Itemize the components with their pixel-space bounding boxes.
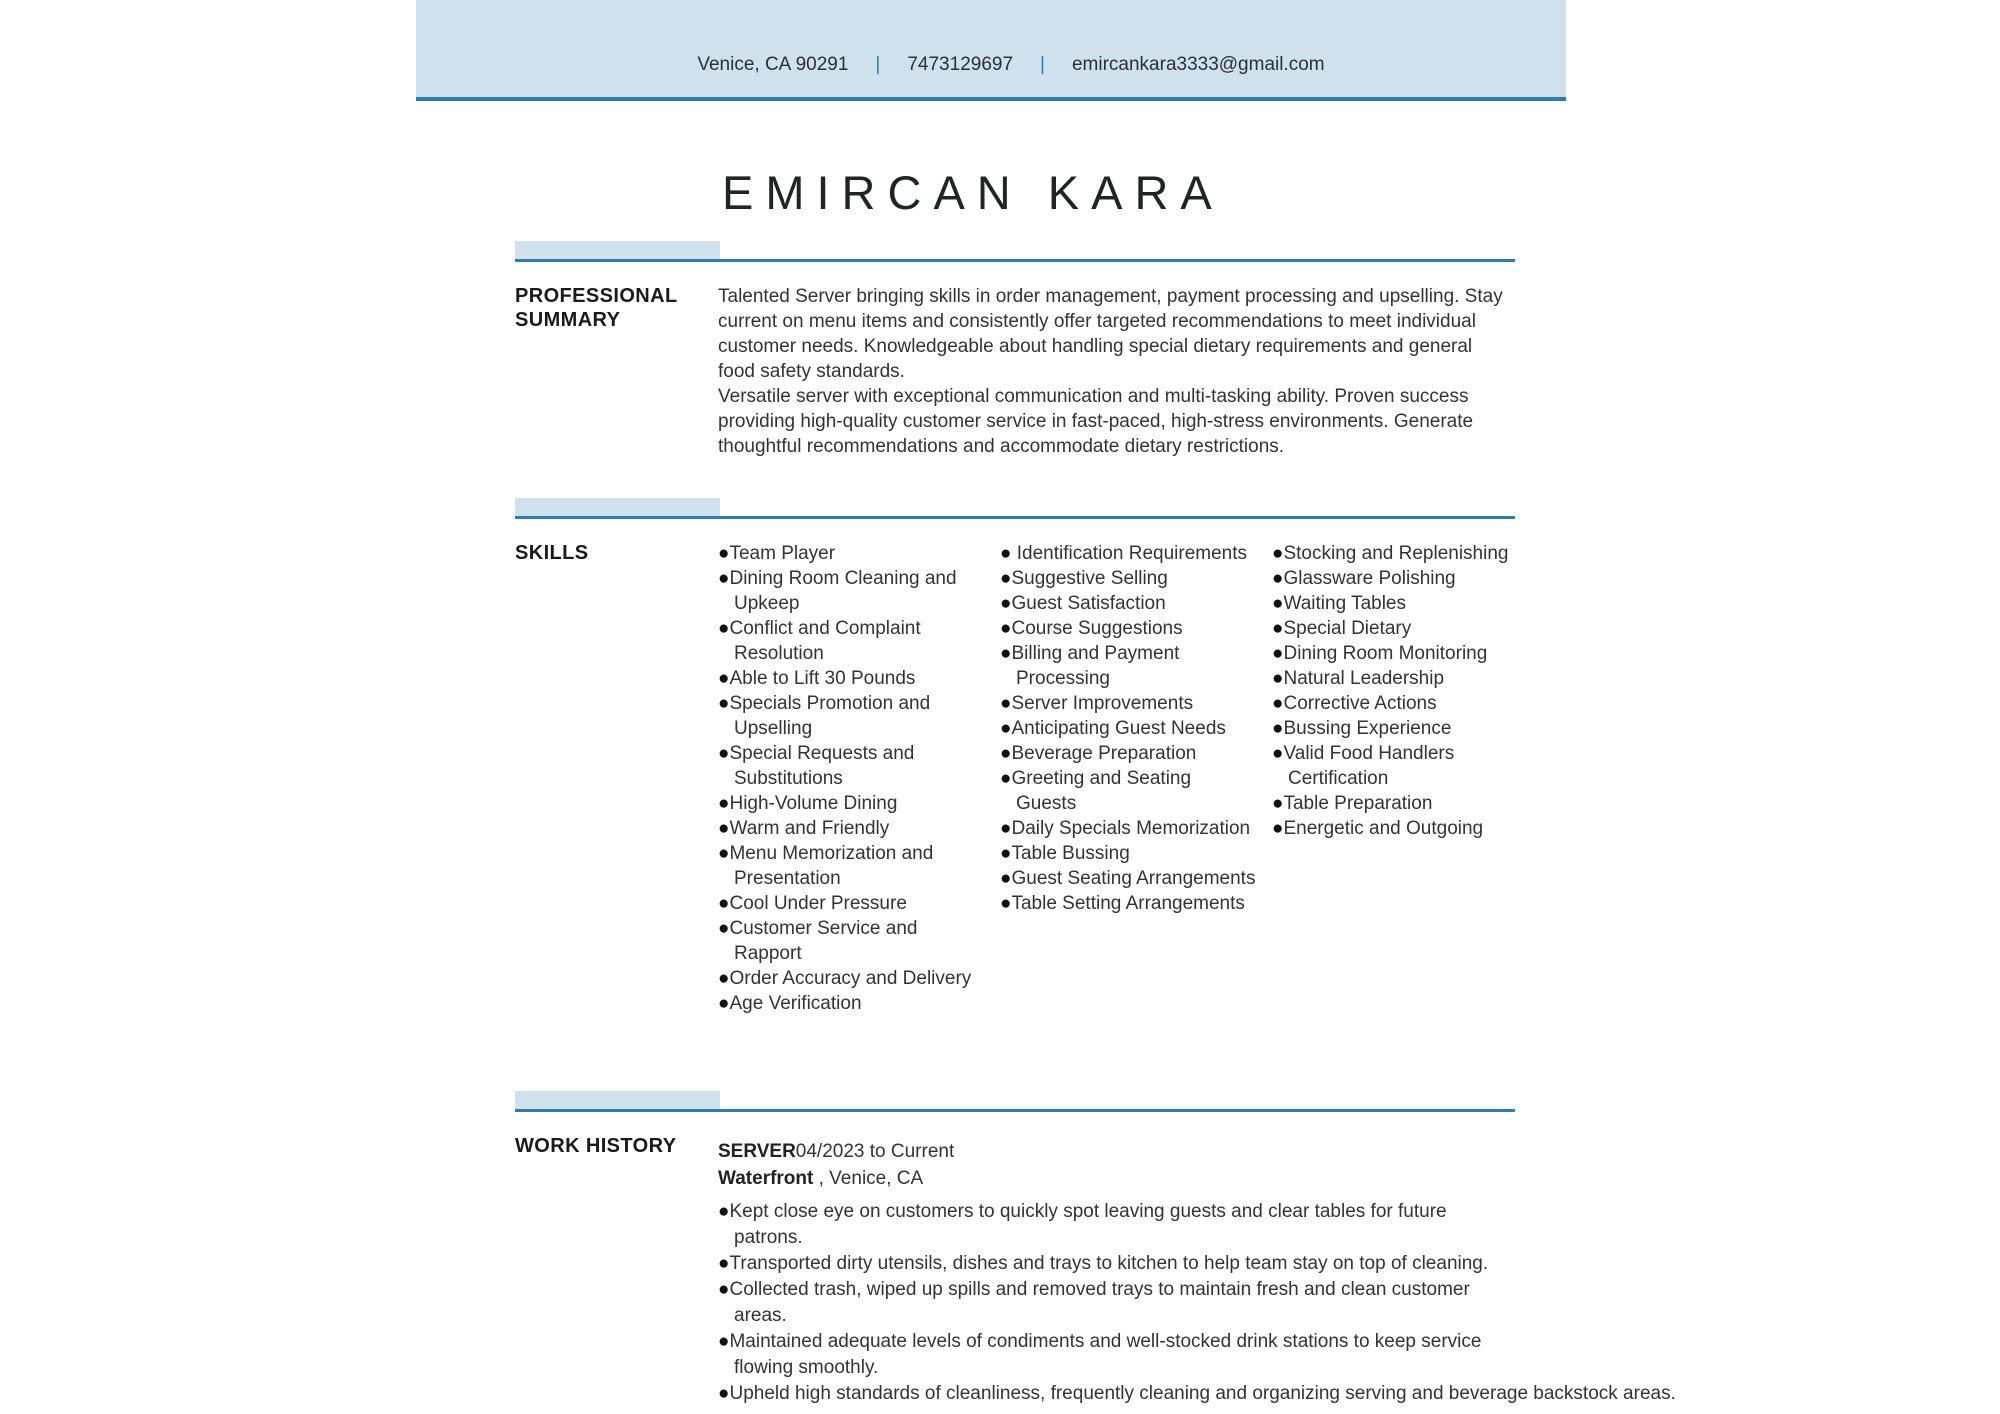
bullet-icon: ●	[1272, 743, 1284, 764]
skill-item	[1000, 741, 1256, 766]
separator-pipe-icon: |	[1040, 54, 1045, 75]
job-location: , Venice, CA	[813, 1168, 924, 1189]
skill-label: Corrective Actions	[1283, 693, 1437, 714]
header-band	[416, 0, 1566, 101]
bullet-icon: ●	[1272, 718, 1284, 739]
bullet-icon: ●	[718, 818, 730, 839]
bullet-icon: ●	[1000, 743, 1012, 764]
summary-text	[718, 284, 1515, 459]
section-divider	[515, 241, 1515, 262]
skill-item	[1272, 816, 1524, 841]
bullet-icon: ●	[1272, 618, 1284, 639]
job-bullet-text: Transported dirty utensils, dishes and trays to kitchen to help team stay on top of cleaning.	[729, 1253, 1489, 1274]
bullet-icon: ●	[718, 968, 730, 989]
bullet-icon: ●	[718, 693, 730, 714]
skill-item	[1000, 866, 1256, 891]
job-bullet-text: Kept close eye on customers to quickly spot leaving guests and clear tables for future patrons.	[729, 1201, 1447, 1248]
resume-name: EMIRCAN KARA	[722, 166, 1224, 220]
skill-label: Specials Promotion and Upselling	[729, 693, 931, 739]
bullet-icon: ●	[718, 793, 730, 814]
bullet-icon: ●	[1272, 793, 1284, 814]
bullet-icon: ●	[1272, 568, 1284, 589]
job-title-line	[718, 1138, 1518, 1165]
skill-label: Glassware Polishing	[1283, 568, 1456, 589]
bullet-icon: ●	[1272, 668, 1284, 689]
skills-column-2	[1000, 541, 1256, 1016]
skill-label: Stocking and Replenishing	[1283, 543, 1509, 564]
separator-pipe-icon: |	[875, 54, 881, 75]
bullet-icon: ●	[1000, 643, 1012, 664]
bullet-icon: ●	[718, 1279, 730, 1300]
skill-label: Server Improvements	[1011, 693, 1194, 714]
bullet-icon: ●	[718, 1383, 730, 1404]
skill-label: Conflict and Complaint Resolution	[729, 618, 921, 664]
bullet-icon: ●	[718, 668, 730, 689]
job-title: SERVER	[718, 1141, 796, 1162]
skill-label: Bussing Experience	[1283, 718, 1452, 739]
skill-item	[1272, 791, 1524, 816]
bullet-icon: ●	[1272, 643, 1284, 664]
contact-phone: 7473129697	[907, 54, 1014, 75]
skill-item	[718, 741, 978, 791]
skill-label: Special Requests and Substitutions	[729, 743, 915, 789]
skill-label: Natural Leadership	[1283, 668, 1445, 689]
section-divider-line	[515, 259, 1515, 262]
bullet-icon: ●	[718, 993, 730, 1014]
skill-item	[1000, 816, 1256, 841]
skill-label: Order Accuracy and Delivery	[729, 968, 972, 989]
bullet-icon: ●	[718, 843, 730, 864]
bullet-icon: ●	[1272, 593, 1284, 614]
skill-label: Age Verification	[729, 993, 862, 1014]
job-bullet-list	[718, 1199, 1676, 1407]
skills-grid	[718, 541, 1524, 1016]
section-title-summary: PROFESSIONAL SUMMARY	[515, 285, 678, 331]
section-divider-tab	[515, 241, 720, 259]
skill-label: Course Suggestions	[1011, 618, 1183, 639]
skills-column-1	[718, 541, 978, 1016]
skill-item	[1000, 766, 1256, 816]
job-bullet	[718, 1381, 1676, 1407]
skill-item	[1272, 716, 1524, 741]
bullet-icon: ●	[718, 1331, 730, 1352]
skill-item	[1000, 841, 1256, 866]
section-divider-tab	[515, 1091, 720, 1109]
skill-item	[1000, 716, 1256, 741]
job-employer: Waterfront	[718, 1168, 814, 1189]
skill-item	[1272, 666, 1524, 691]
skill-label: Daily Specials Memorization	[1011, 818, 1251, 839]
bullet-icon: ●	[718, 543, 730, 564]
bullet-icon: ●	[1000, 543, 1012, 564]
section-title-work-history: WORK HISTORY	[515, 1135, 677, 1157]
skill-item	[1000, 616, 1256, 641]
skill-label: Cool Under Pressure	[729, 893, 907, 914]
skill-item	[718, 966, 978, 991]
contact-bar	[697, 54, 1324, 76]
skill-item	[718, 566, 978, 616]
skill-label: Guest Seating Arrangements	[1011, 868, 1256, 889]
skill-item	[718, 816, 978, 841]
skill-item	[1272, 691, 1524, 716]
skill-item	[718, 666, 978, 691]
skill-item	[1272, 741, 1524, 791]
section-work-history	[515, 1091, 1676, 1407]
skill-item	[1000, 891, 1256, 916]
skill-item	[718, 541, 978, 566]
section-divider-line	[515, 516, 1515, 519]
bullet-icon: ●	[1000, 868, 1012, 889]
skill-label: Waiting Tables	[1283, 593, 1406, 614]
skill-item	[1272, 591, 1524, 616]
skill-label: Dining Room Cleaning and Upkeep	[729, 568, 957, 614]
skill-label: Guest Satisfaction	[1011, 593, 1166, 614]
bullet-icon: ●	[1000, 768, 1012, 789]
bullet-icon: ●	[1272, 818, 1284, 839]
section-skills	[515, 498, 1515, 1016]
section-professional-summary	[515, 241, 1515, 459]
job-dates: 04/2023 to Current	[795, 1141, 955, 1162]
skill-label: Table Preparation	[1283, 793, 1433, 814]
skill-label: Beverage Preparation	[1011, 743, 1197, 764]
skill-label: Valid Food Handlers Certification	[1283, 743, 1455, 789]
job-entry	[718, 1134, 1676, 1407]
skill-label: Special Dietary	[1283, 618, 1412, 639]
bullet-icon: ●	[1000, 593, 1012, 614]
job-bullet	[718, 1199, 1518, 1251]
bullet-icon: ●	[718, 568, 730, 589]
section-divider	[515, 498, 1515, 519]
bullet-icon: ●	[718, 618, 730, 639]
skill-label: Energetic and Outgoing	[1283, 818, 1484, 839]
bullet-icon: ●	[1000, 618, 1012, 639]
section-divider	[515, 1091, 1515, 1112]
job-bullet-text: Collected trash, wiped up spills and removed trays to maintain fresh and clean customer areas.	[729, 1279, 1470, 1326]
skill-label: Table Bussing	[1011, 843, 1130, 864]
bullet-icon: ●	[1272, 543, 1284, 564]
contact-email: emircankara3333@gmail.com	[1071, 54, 1325, 75]
skill-item	[718, 991, 978, 1016]
bullet-icon: ●	[1000, 718, 1012, 739]
skill-label: Anticipating Guest Needs	[1011, 718, 1226, 739]
skill-item	[718, 616, 978, 666]
job-bullet	[718, 1329, 1518, 1381]
skill-item	[1000, 566, 1256, 591]
skill-label: High-Volume Dining	[729, 793, 898, 814]
bullet-icon: ●	[1272, 693, 1284, 714]
skill-item	[718, 841, 978, 891]
skill-item	[1272, 566, 1524, 591]
bullet-icon: ●	[1000, 818, 1012, 839]
job-bullet-text: Upheld high standards of cleanliness, frequently cleaning and organizing serving and beverage backstock areas.	[729, 1383, 1676, 1404]
skill-label: Able to Lift 30 Pounds	[729, 668, 916, 689]
skill-label: Team Player	[729, 543, 836, 564]
bullet-icon: ●	[1000, 843, 1012, 864]
bullet-icon: ●	[1000, 568, 1012, 589]
skill-label: Menu Memorization and Presentation	[729, 843, 934, 889]
skill-label: Greeting and Seating Guests	[1011, 768, 1192, 814]
bullet-icon: ●	[718, 743, 730, 764]
skill-item	[1000, 591, 1256, 616]
summary-paragraph: Talented Server bringing skills in order management, payment processing and upselling. Stay current on menu items and consistently offer targeted recommendations to meet individual customer needs. Knowledgeable about handling special dietary requirements and general food safety standards.	[718, 286, 1503, 382]
skill-label: Warm and Friendly	[729, 818, 890, 839]
job-bullet	[718, 1277, 1518, 1329]
skill-item	[1000, 641, 1256, 691]
bullet-icon: ●	[1000, 693, 1012, 714]
skill-label: Customer Service and Rapport	[729, 918, 918, 964]
bullet-icon: ●	[718, 1201, 730, 1222]
job-bullet-text: Maintained adequate levels of condiments and well-stocked drink stations to keep service flowing smoothly.	[729, 1331, 1482, 1378]
section-divider-tab	[515, 498, 720, 516]
skill-item	[1272, 616, 1524, 641]
skill-item	[718, 891, 978, 916]
job-bullet	[718, 1251, 1518, 1277]
skill-label: Suggestive Selling	[1011, 568, 1168, 589]
skill-label: Dining Room Monitoring	[1283, 643, 1488, 664]
skill-label: Billing and Payment Processing	[1011, 643, 1180, 689]
skill-item	[1272, 541, 1524, 566]
bullet-icon: ●	[718, 1253, 730, 1274]
skill-label: Table Setting Arrangements	[1011, 893, 1245, 914]
bullet-icon: ●	[718, 918, 730, 939]
skill-item	[1272, 641, 1524, 666]
contact-location: Venice, CA 90291	[697, 54, 849, 75]
skill-label: Identification Requirements	[1011, 543, 1247, 564]
skills-column-3	[1272, 541, 1524, 1016]
skill-item	[718, 691, 978, 741]
summary-paragraph: Versatile server with exceptional communication and multi-tasking ability. Proven success providing high-quality customer service in fast-paced, high-stress environments. Generate thoughtful recommendations and accommodate dietary restrictions.	[718, 386, 1474, 457]
skill-item	[718, 791, 978, 816]
bullet-icon: ●	[718, 893, 730, 914]
bullet-icon: ●	[1000, 893, 1012, 914]
job-employer-line	[718, 1165, 1518, 1192]
section-divider-line	[515, 1109, 1515, 1112]
section-title-skills: SKILLS	[515, 542, 589, 564]
skill-item	[718, 916, 978, 966]
skill-item	[1000, 541, 1256, 566]
skill-item	[1000, 691, 1256, 716]
